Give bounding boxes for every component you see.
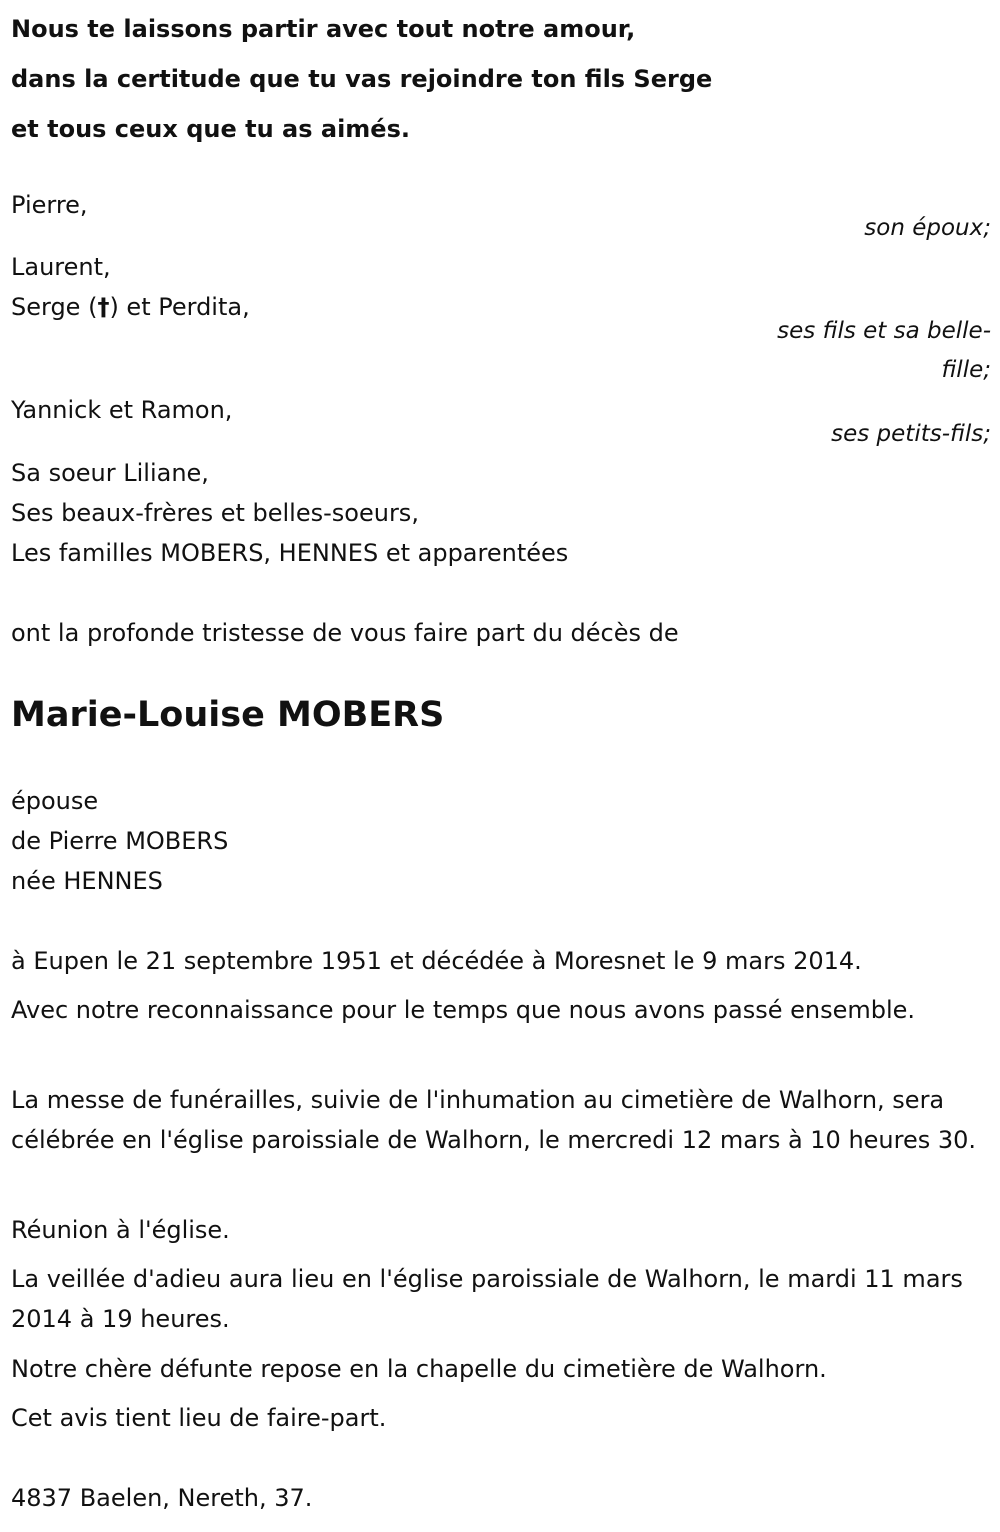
birth-death-paragraph: à Eupen le 21 septembre 1951 et décédée à Moresnet le 9 mars 2014. (11, 947, 862, 975)
rest-paragraph: Notre chère défunte repose en la chapelle du cimetière de Walhorn. (11, 1355, 827, 1383)
deceased-line-2: de Pierre MOBERS (11, 827, 229, 855)
address: 4837 Baelen, Nereth, 37. (11, 1484, 313, 1512)
deceased-line-1: épouse (11, 787, 99, 815)
deceased-line-3: née HENNES (11, 867, 163, 895)
children-role-line-2: fille; (941, 357, 991, 383)
vigil-paragraph: La veillée d'adieu aura lieu en l'église paroissiale de Walhorn, le mardi 11 mars 2014 à 19 heures. (11, 1265, 963, 1333)
child-name-1: Laurent, (11, 253, 111, 281)
grandchildren-role: ses petits-fils; (831, 421, 991, 447)
children-role-line-1: ses fils et sa belle- (777, 318, 991, 344)
meeting-paragraph: Réunion à l'église. (11, 1216, 230, 1244)
child-name-2 (11, 287, 250, 327)
deceased-name: Marie-Louise MOBERS (11, 695, 445, 735)
notice-paragraph: Cet avis tient lieu de faire-part. (11, 1404, 387, 1432)
intro-verse (11, 4, 991, 154)
intro-line-2: dans la certitude que tu vas rejoindre ton fils Serge (11, 65, 713, 93)
child-name-2-post: ) et Perdita, (109, 293, 250, 321)
spouse-role: son époux; (864, 215, 991, 241)
child-name-2-pre: Serge ( (11, 293, 98, 321)
intro-line-3: et tous ceux que tu as aimés. (11, 115, 410, 143)
cross-icon: † (97, 293, 110, 321)
announcement: ont la profonde tristesse de vous faire part du décès de (11, 619, 679, 647)
spouse-name: Pierre, (11, 191, 88, 219)
grandchildren-names: Yannick et Ramon, (11, 396, 233, 424)
intro-line-1: Nous te laissons partir avec tout notre amour, (11, 15, 636, 43)
other-family-1: Sa soeur Liliane, (11, 459, 209, 487)
other-family-3: Les familles MOBERS, HENNES et apparentées (11, 539, 569, 567)
funeral-paragraph: La messe de funérailles, suivie de l'inhumation au cimetière de Walhorn, sera célébrée en l'église paroissiale de Walhorn, le mercredi 12 mars à 10 heures 30. (11, 1086, 977, 1154)
gratitude-paragraph: Avec notre reconnaissance pour le temps que nous avons passé ensemble. (11, 996, 916, 1024)
other-family-2: Ses beaux-frères et belles-soeurs, (11, 499, 419, 527)
